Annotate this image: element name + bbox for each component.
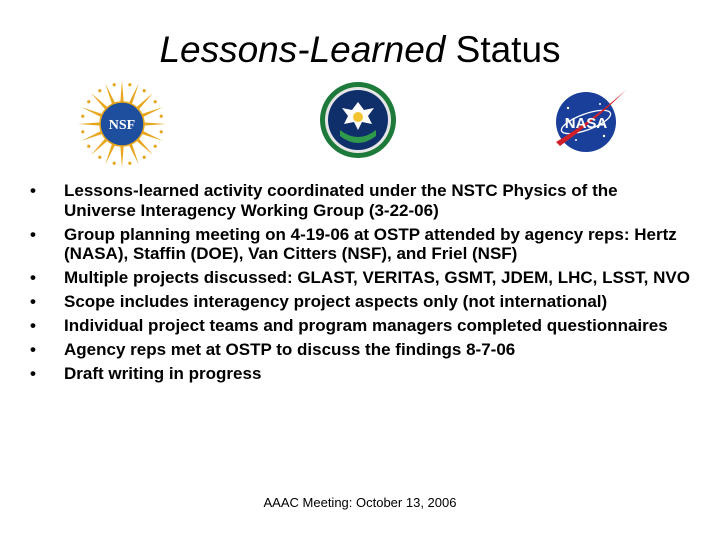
bullet-item: [30, 364, 690, 384]
bullet-item: [30, 225, 690, 264]
nsf-ray-dot: [87, 145, 90, 148]
nsf-ray-dot: [128, 162, 131, 165]
nsf-ray-dot: [81, 130, 84, 133]
nsf-ray-dot: [143, 156, 146, 159]
nsf-ray: [120, 144, 124, 168]
doe-seal-graphic: [318, 80, 398, 160]
nsf-ray-dot: [81, 115, 84, 118]
bullet-item: [30, 292, 690, 312]
bullet-text: Scope includes interagency project aspects only (not international): [64, 292, 608, 311]
nsf-ray-dot: [160, 130, 163, 133]
title-italic-part: Lessons-Learned: [159, 29, 446, 70]
nsf-ray: [78, 122, 102, 126]
nsf-ray-dot: [128, 83, 131, 86]
nsf-logo: [76, 78, 168, 170]
bullet-text: Draft writing in progress: [64, 364, 262, 383]
nsf-ray-dot: [154, 145, 157, 148]
bullet-text: Individual project teams and program managers completed questionnaires: [64, 316, 668, 335]
nasa-logo: [546, 84, 630, 156]
nsf-ray: [142, 122, 166, 126]
bullet-item: [30, 181, 690, 220]
bullet-marker: •: [30, 340, 36, 359]
bullet-text: Group planning meeting on 4-19-06 at OSTP attended by agency reps: Hertz (NASA), Staffin (DOE), Van Citters (NSF), and Friel (NSF): [64, 224, 677, 263]
nsf-ray-dot: [154, 100, 157, 103]
nasa-logo-graphic: [546, 84, 630, 156]
bullet-text: Lessons-learned activity coordinated under the NSTC Physics of the Universe Interagency Working Group (3-22-06): [64, 181, 618, 220]
slide-footer: AAAC Meeting: October 13, 2006: [263, 495, 457, 510]
nsf-ray-dot: [98, 156, 101, 159]
bullet-marker: •: [30, 224, 36, 244]
nsf-ray: [120, 80, 124, 104]
bullet-item: [30, 268, 690, 288]
bullet-marker: •: [30, 316, 36, 335]
nsf-logo-text: NSF: [108, 118, 136, 133]
bullet-marker: •: [30, 181, 36, 200]
bullet-text: Agency reps met at OSTP to discuss the findings 8-7-06: [64, 340, 516, 359]
nsf-ray-dot: [87, 100, 90, 103]
nsf-ray-dot: [143, 89, 146, 92]
nsf-ray-dot: [113, 83, 116, 86]
nsf-logo-graphic: [76, 78, 168, 170]
doe-seal-logo: [318, 80, 398, 160]
bullet-text: Multiple projects discussed: GLAST, VERITAS, GSMT, JDEM, LHC, LSST, NVO: [64, 268, 690, 287]
bullet-item: [30, 316, 690, 336]
title-rest-part: Status: [445, 29, 561, 70]
bullet-marker: •: [30, 292, 36, 311]
slide-title: [0, 28, 720, 72]
bullet-marker: •: [30, 268, 36, 287]
nsf-ray-dot: [113, 162, 116, 165]
nsf-ray-dot: [98, 89, 101, 92]
bullet-item: [30, 340, 690, 360]
nsf-ray-dot: [160, 115, 163, 118]
bullet-marker: •: [30, 364, 36, 383]
nasa-logo-text: NASA: [564, 115, 608, 132]
bullet-list: [30, 181, 690, 388]
